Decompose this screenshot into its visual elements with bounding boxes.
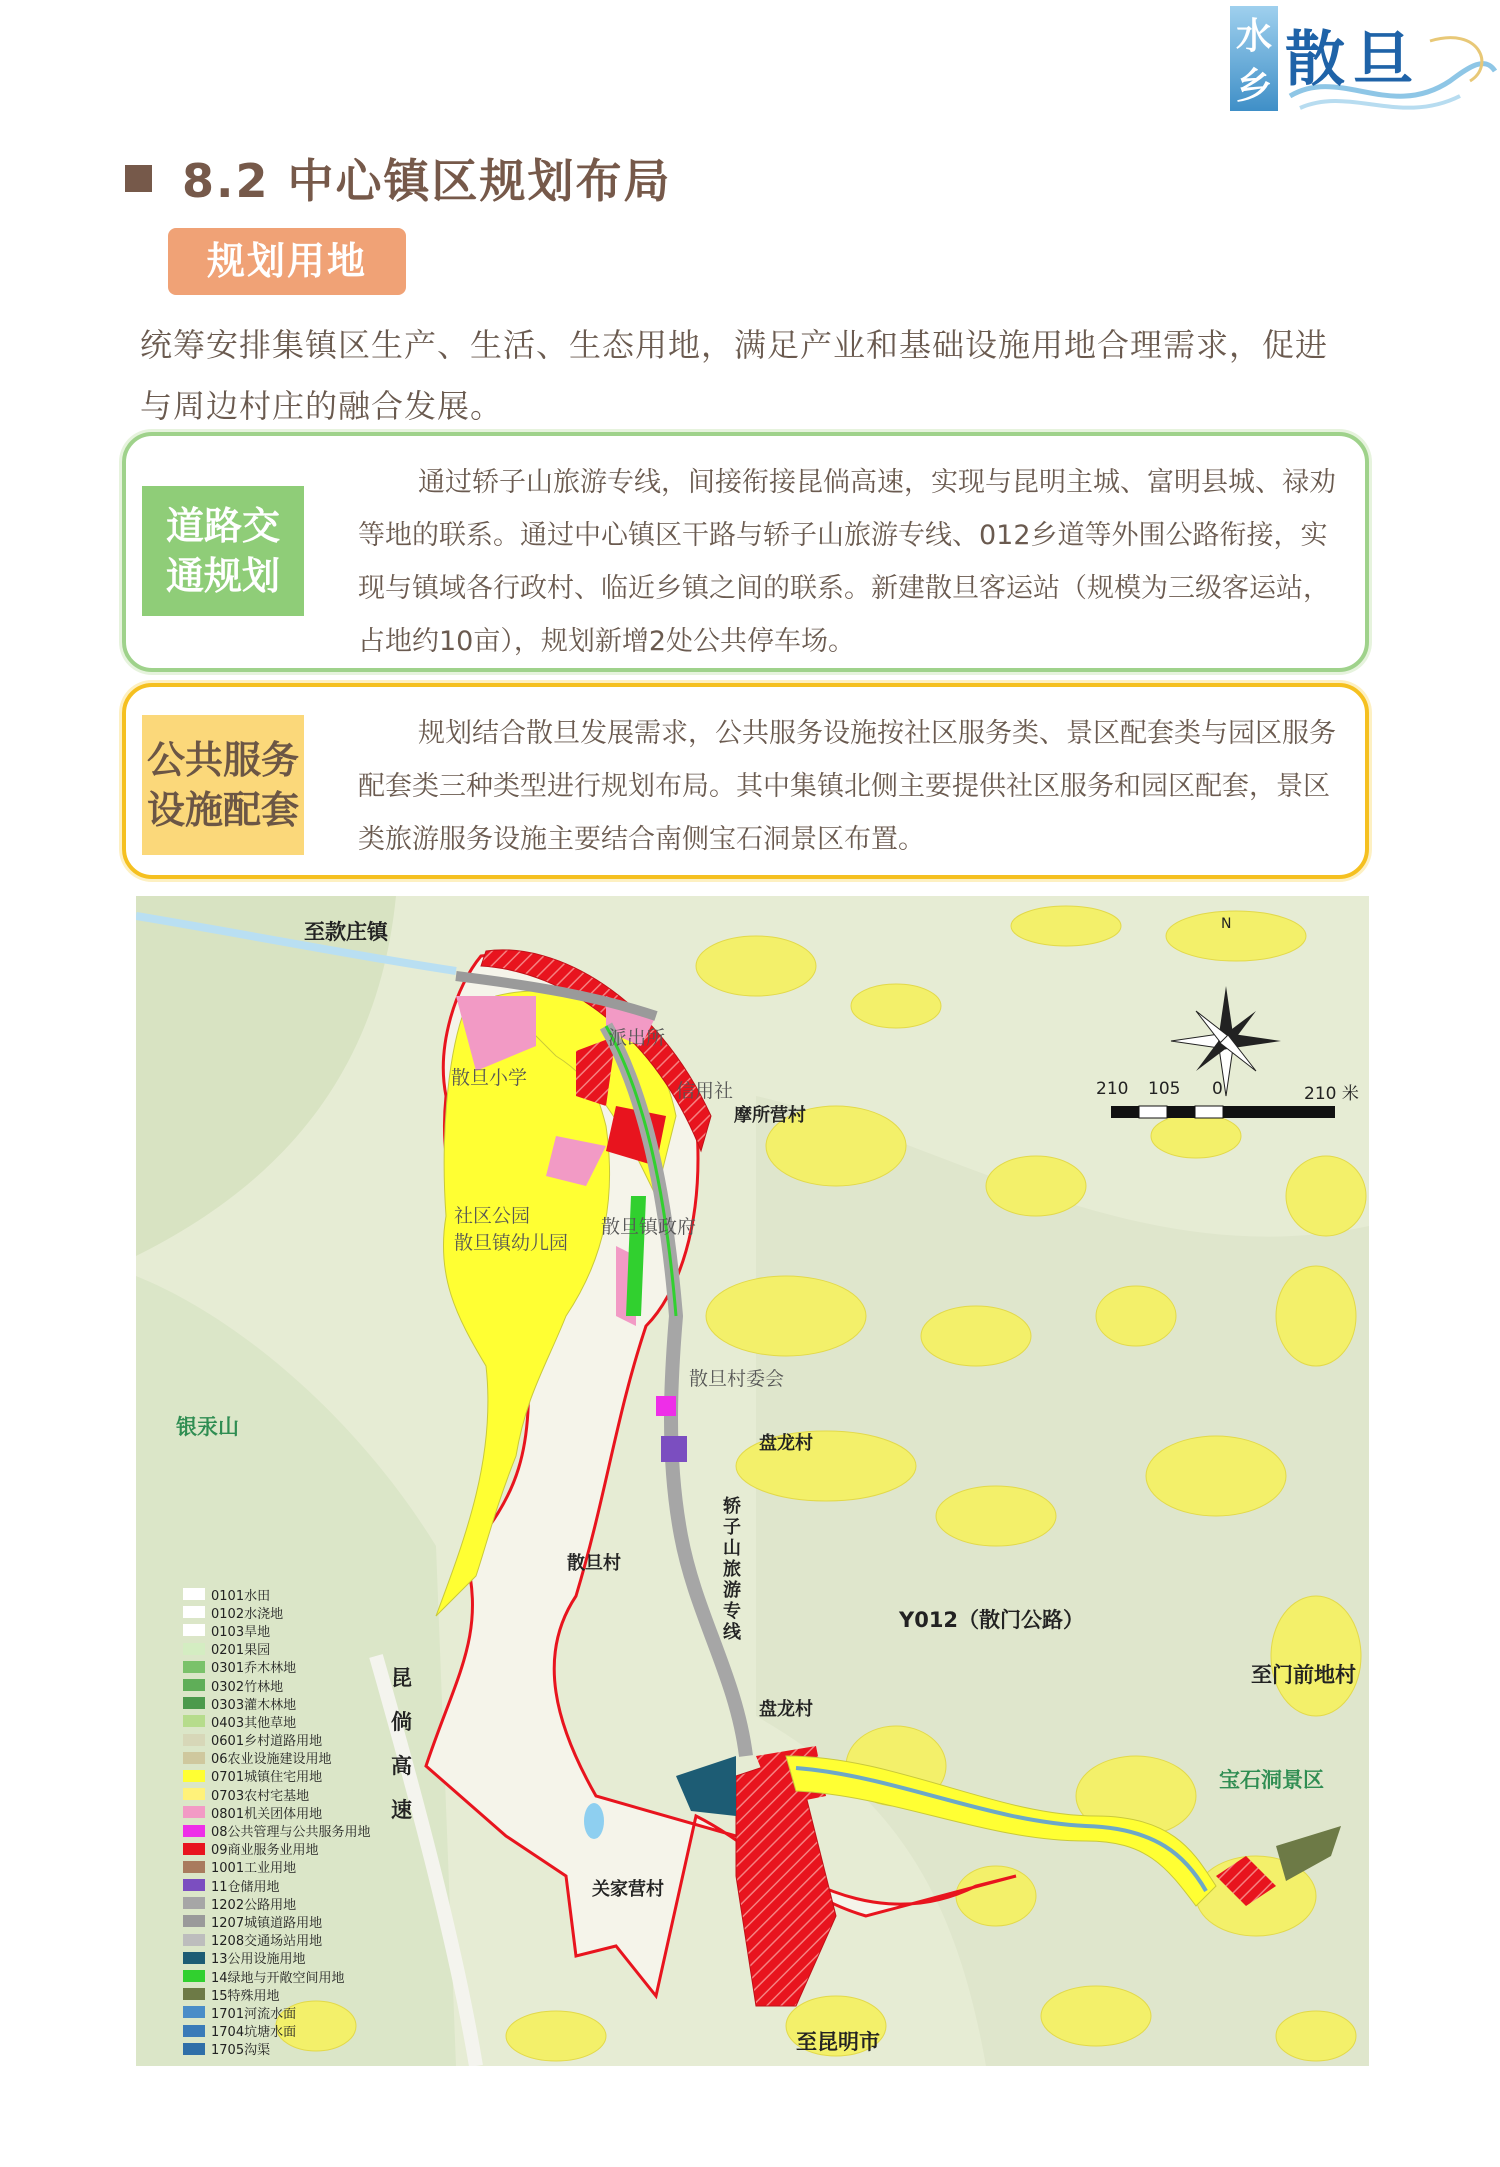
- heading-square-icon: [125, 165, 152, 192]
- label-mosuoying: 摩所营村: [734, 1105, 806, 1126]
- legend-item: [183, 1640, 433, 1658]
- legend-item: [183, 1585, 433, 1603]
- legend-label: 15特殊用地: [211, 1988, 280, 2004]
- legend-label: 1202公路用地: [211, 1897, 297, 1913]
- legend-item: [183, 1731, 433, 1749]
- legend-item: [183, 1603, 433, 1621]
- legend-item: [183, 1712, 433, 1730]
- legend-label: 1704坑塘水面: [211, 2025, 297, 2041]
- legend-label: 0703农村宅基地: [211, 1788, 310, 1804]
- poi-gov: 散旦镇政府: [601, 1216, 697, 1238]
- legend-item: [183, 1931, 433, 1949]
- legend-item: [183, 1621, 433, 1639]
- legend-swatch: [183, 1879, 205, 1891]
- legend-swatch: [183, 1734, 205, 1746]
- poi-police: 派出所: [608, 1027, 666, 1049]
- legend-swatch: [183, 1661, 205, 1673]
- public-service-label: 公共服务设施配套: [142, 715, 304, 855]
- legend-item: [183, 1912, 433, 1930]
- legend-label: 0601乡村道路用地: [211, 1734, 323, 1750]
- logo-title: 散旦: [1285, 25, 1421, 95]
- map-legend: [183, 1585, 433, 2058]
- page-title: 8.2 中心镇区规划布局: [182, 154, 672, 208]
- legend-item: [183, 1658, 433, 1676]
- legend-item: [183, 1749, 433, 1767]
- legend-label: 1001工业用地: [211, 1861, 297, 1877]
- logo-vertical-box: [1230, 6, 1278, 111]
- legend-label: 0801机关团体用地: [211, 1806, 323, 1822]
- legend-swatch: [183, 2025, 205, 2037]
- road-traffic-box: [122, 432, 1369, 672]
- legend-swatch: [183, 1915, 205, 1927]
- legend-swatch: [183, 1952, 205, 1964]
- legend-label: 0103旱地: [211, 1624, 271, 1640]
- label-to-kunming: 至昆明市: [796, 2030, 880, 2054]
- legend-swatch: [183, 1752, 205, 1764]
- legend-label: 0303灌木林地: [211, 1697, 297, 1713]
- label-guanjiaying: 关家营村: [592, 1879, 664, 1900]
- legend-swatch: [183, 1697, 205, 1709]
- legend-swatch: [183, 1606, 205, 1618]
- legend-item: [183, 1985, 433, 2003]
- label-tourism-line: 轿子山旅游专线: [723, 1496, 741, 1643]
- legend-label: 13公用设施用地: [211, 1952, 306, 1968]
- land-use-map: [136, 896, 1369, 2066]
- logo-vertical-char-1: 水: [1236, 15, 1273, 57]
- label-y012: Y012（散门公路）: [899, 1608, 1085, 1632]
- scale-label-0: 0: [1212, 1079, 1223, 1099]
- legend-label: 0102水浇地: [211, 1606, 284, 1622]
- section-heading: [125, 145, 672, 211]
- legend-item: [183, 1803, 433, 1821]
- scale-label-210-m: 210 米: [1304, 1084, 1359, 1104]
- public-service-box: [122, 683, 1369, 879]
- legend-item: [183, 1676, 433, 1694]
- intro-paragraph: 统筹安排集镇区生产、生活、生态用地，满足产业和基础设施用地合理需求，促进与周边村庄的融合发展。: [140, 326, 1329, 425]
- legend-label: 06农业设施建设用地: [211, 1752, 332, 1768]
- legend-swatch: [183, 2043, 205, 2055]
- legend-swatch: [183, 1806, 205, 1818]
- legend-swatch: [183, 1970, 205, 1982]
- legend-item: [183, 1949, 433, 1967]
- poi-kindergarten: 散旦镇幼儿园: [454, 1232, 569, 1254]
- legend-swatch: [183, 1788, 205, 1800]
- label-sandan-village: 散旦村: [567, 1553, 621, 1574]
- scale-bar-icon: [1111, 1106, 1335, 1118]
- legend-item: [183, 2040, 433, 2058]
- label-yinhe-mountain: 银汞山: [176, 1415, 239, 1439]
- legend-item: [183, 1876, 433, 1894]
- legend-label: 0101水田: [211, 1588, 271, 1604]
- north-label: N: [1221, 916, 1232, 932]
- poi-credit-union: 信用社: [676, 1080, 734, 1102]
- legend-item: [183, 1785, 433, 1803]
- legend-item: [183, 1767, 433, 1785]
- label-to-kuanzhuang: 至款庄镇: [304, 920, 388, 944]
- subsection-badge: 规划用地: [168, 228, 406, 295]
- legend-swatch: [183, 1843, 205, 1855]
- label-baoshi-scenic: 宝石洞景区: [1219, 1768, 1324, 1792]
- logo-vertical-char-2: 乡: [1236, 65, 1273, 107]
- poi-sandan-school: 散旦小学: [451, 1067, 528, 1089]
- scale-label-105: 105: [1148, 1079, 1181, 1099]
- legend-item: [183, 2022, 433, 2040]
- legend-label: 1208交通场站用地: [211, 1934, 323, 1950]
- legend-label: 08公共管理与公共服务用地: [211, 1825, 371, 1841]
- legend-label: 11仓储用地: [211, 1879, 280, 1895]
- legend-swatch: [183, 1624, 205, 1636]
- legend-swatch: [183, 1715, 205, 1727]
- label-panlong-1: 盘龙村: [759, 1433, 813, 1454]
- road-traffic-text: 通过轿子山旅游专线，间接衔接昆倘高速，实现与昆明主城、富明县城、禄劝等地的联系。通过中心镇区干路与轿子山旅游专线、012乡道等外围公路衔接，实现与镇域各行政村、临近乡镇之间的联系。新建散旦客运站（规模为三级客运站，占地约10亩），规划新增2处公共停车场。: [358, 467, 1336, 657]
- legend-swatch: [183, 1897, 205, 1909]
- poi-community-park: 社区公园: [454, 1205, 531, 1227]
- public-service-text: 规划结合散旦发展需求，公共服务设施按社区服务类、景区配套类与园区服务配套类三种类型进行规划布局。其中集镇北侧主要提供社区服务和园区配套，景区类旅游服务设施主要结合南侧宝石洞景区布置。: [358, 718, 1336, 855]
- legend-label: 0403其他草地: [211, 1715, 297, 1731]
- legend-swatch: [183, 1825, 205, 1837]
- legend-label: 0701城镇住宅用地: [211, 1770, 323, 1786]
- legend-label: 0302竹林地: [211, 1679, 284, 1695]
- legend-item: [183, 2003, 433, 2021]
- legend-item: [183, 1967, 433, 1985]
- poi-village-committee: 散旦村委会: [689, 1368, 785, 1390]
- legend-label: 0301乔木林地: [211, 1661, 297, 1677]
- legend-label: 09商业服务业用地: [211, 1843, 319, 1859]
- label-to-menqian: 至门前地村: [1251, 1663, 1356, 1687]
- legend-swatch: [183, 1643, 205, 1655]
- legend-swatch: [183, 1861, 205, 1873]
- legend-swatch: [183, 1588, 205, 1600]
- legend-swatch: [183, 1770, 205, 1782]
- legend-item: [183, 1694, 433, 1712]
- legend-swatch: [183, 1934, 205, 1946]
- legend-item: [183, 1821, 433, 1839]
- logo: [1230, 6, 1500, 116]
- legend-label: 14绿地与开敞空间用地: [211, 1970, 345, 1986]
- road-traffic-label: 道路交通规划: [142, 486, 304, 616]
- legend-label: 1207城镇道路用地: [211, 1915, 323, 1931]
- legend-swatch: [183, 1988, 205, 2000]
- legend-swatch: [183, 1679, 205, 1691]
- legend-item: [183, 1894, 433, 1912]
- legend-label: 1701河流水面: [211, 2006, 297, 2022]
- scale-label-210: 210: [1096, 1079, 1129, 1099]
- legend-label: 0201果园: [211, 1643, 271, 1659]
- legend-swatch: [183, 2006, 205, 2018]
- label-highway: 昆倘高速: [391, 1666, 412, 1822]
- legend-item: [183, 1858, 433, 1876]
- legend-label: 1705沟渠: [211, 2043, 271, 2059]
- label-panlong-2: 盘龙村: [759, 1699, 813, 1720]
- legend-item: [183, 1840, 433, 1858]
